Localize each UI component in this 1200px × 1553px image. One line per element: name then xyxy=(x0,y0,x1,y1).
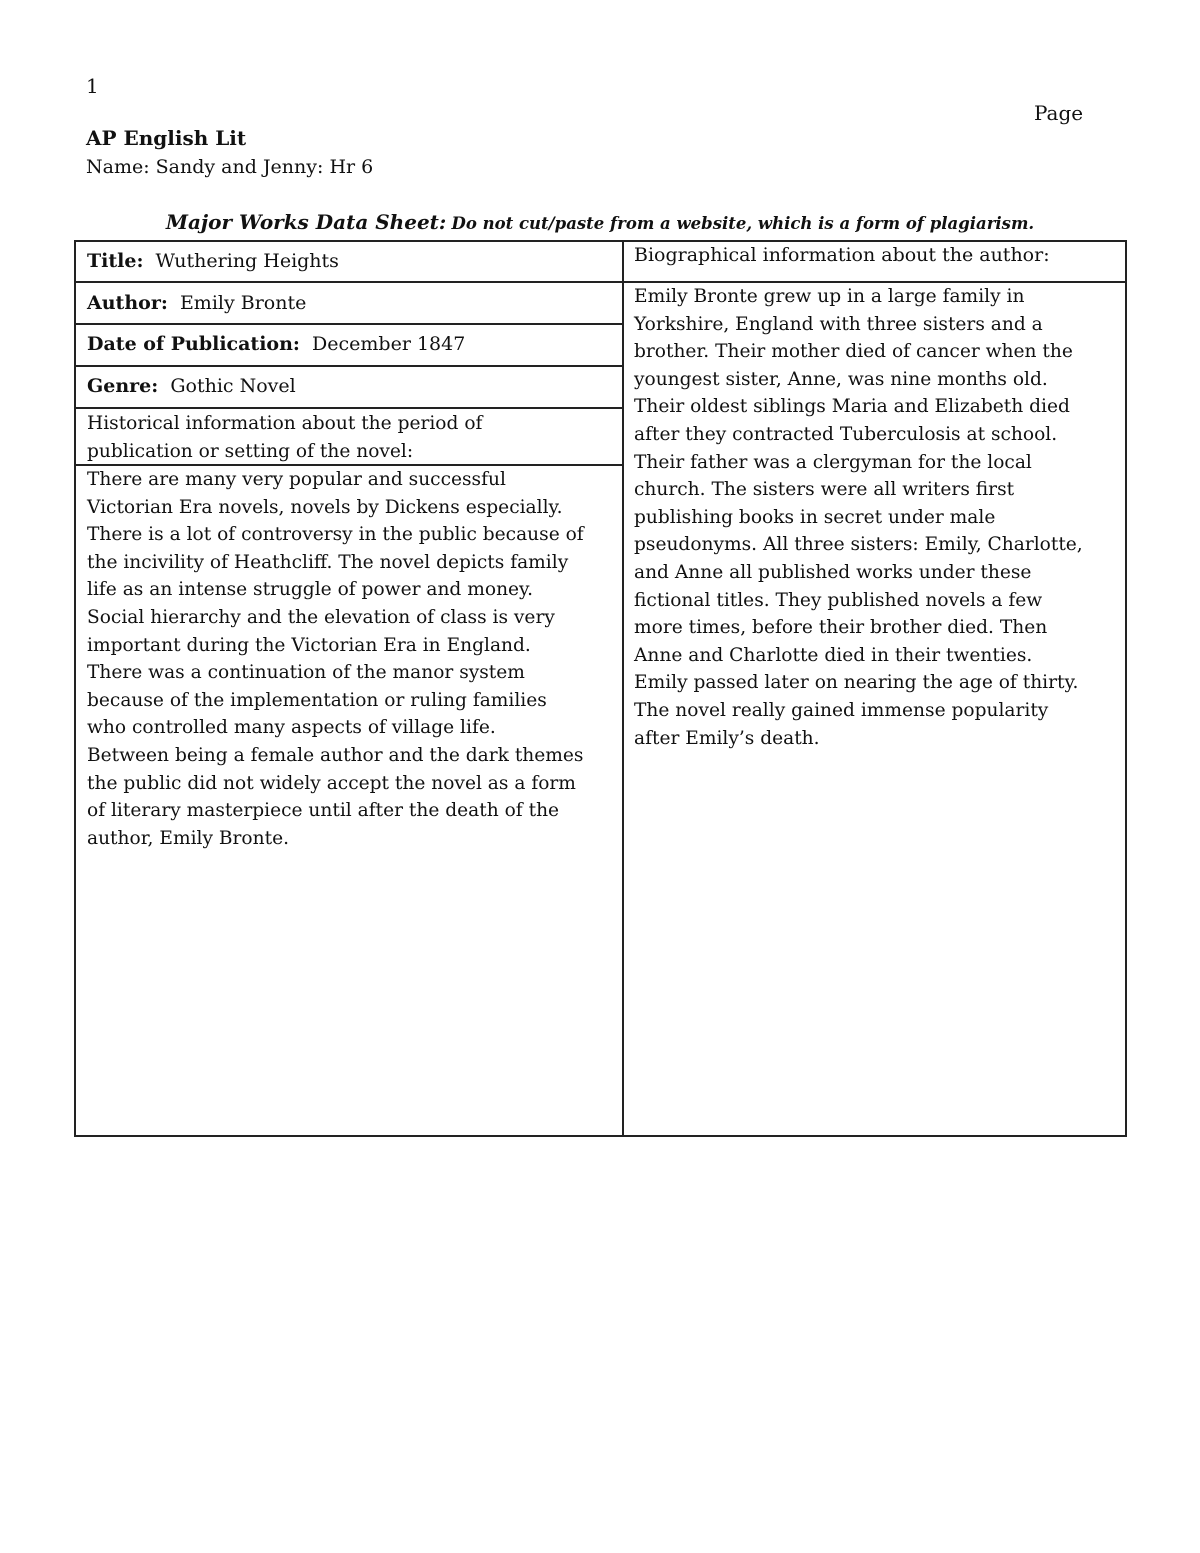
genre-label: Genre: xyxy=(87,375,159,397)
row-divider xyxy=(74,323,623,325)
student-names: Name: Sandy and Jenny: Hr 6 xyxy=(86,156,374,178)
author-label: Author: xyxy=(87,292,168,314)
course-title: AP English Lit xyxy=(86,126,247,150)
title-row xyxy=(87,248,339,276)
row-divider xyxy=(74,281,623,283)
row-divider xyxy=(74,365,623,367)
publication-label: Date of Publication: xyxy=(87,333,300,355)
author-row xyxy=(87,290,306,318)
historical-prompt: Historical information about the period of publication or setting of the novel: xyxy=(87,413,483,462)
bio-prompt: Biographical information about the author: xyxy=(634,244,1050,266)
table-border-bottom xyxy=(74,1135,1127,1137)
genre-row xyxy=(87,373,296,401)
bio-text: Emily Bronte grew up in a large family in Yorkshire, England with three sisters and a brother. Their mother died of cancer when the youngest sister, Anne, was nine months old. Their oldest siblings Maria and Elizabeth died after they contracted Tuberculosis at school. Their father was a clergyman for the local church. The sisters were all writers first publishing books in secret under male pseudonyms. All three sisters: Emily, Charlotte, and Anne all published works under these fictional titles. They published novels a few more times, before their brother died. Then Anne and Charlotte died in their twenties. Emily passed later on nearing the age of thirty. The novel really gained immense popularity after Emily’s death. xyxy=(634,286,1083,749)
column-divider xyxy=(622,240,624,1137)
genre-value: Gothic Novel xyxy=(170,375,296,397)
title-value: Wuthering Heights xyxy=(155,250,339,272)
plagiarism-note: Do not cut/paste from a website, which is a form of plagiarism. xyxy=(451,214,1035,233)
table-border-right xyxy=(1125,240,1127,1137)
page-number: 1 xyxy=(86,74,99,98)
title-label: Title: xyxy=(87,250,144,272)
author-value: Emily Bronte xyxy=(179,292,307,314)
row-divider xyxy=(74,407,623,409)
publication-row xyxy=(87,331,465,359)
data-table xyxy=(74,240,1127,1137)
table-border-left xyxy=(74,240,76,1137)
publication-value: December 1847 xyxy=(312,333,466,355)
page-label: Page xyxy=(1034,101,1084,125)
historical-text: There are many very popular and successful Victorian Era novels, novels by Dickens especially. There is a lot of controversy in the public because of the incivility of Heathcliff. The novel depicts family life as an intense struggle of power and money. Social hierarchy and the elevation of class is very important during the Victorian Era in England. There was a continuation of the manor system because of the implementation or ruling families who controlled many aspects of village life. Between being a female author and the dark themes the public did not widely accept the novel as a form of literary masterpiece until after the death of the author, Emily Bronte. xyxy=(87,469,584,849)
sheet-title: Major Works Data Sheet: xyxy=(165,210,447,234)
sheet-heading xyxy=(74,210,1126,234)
